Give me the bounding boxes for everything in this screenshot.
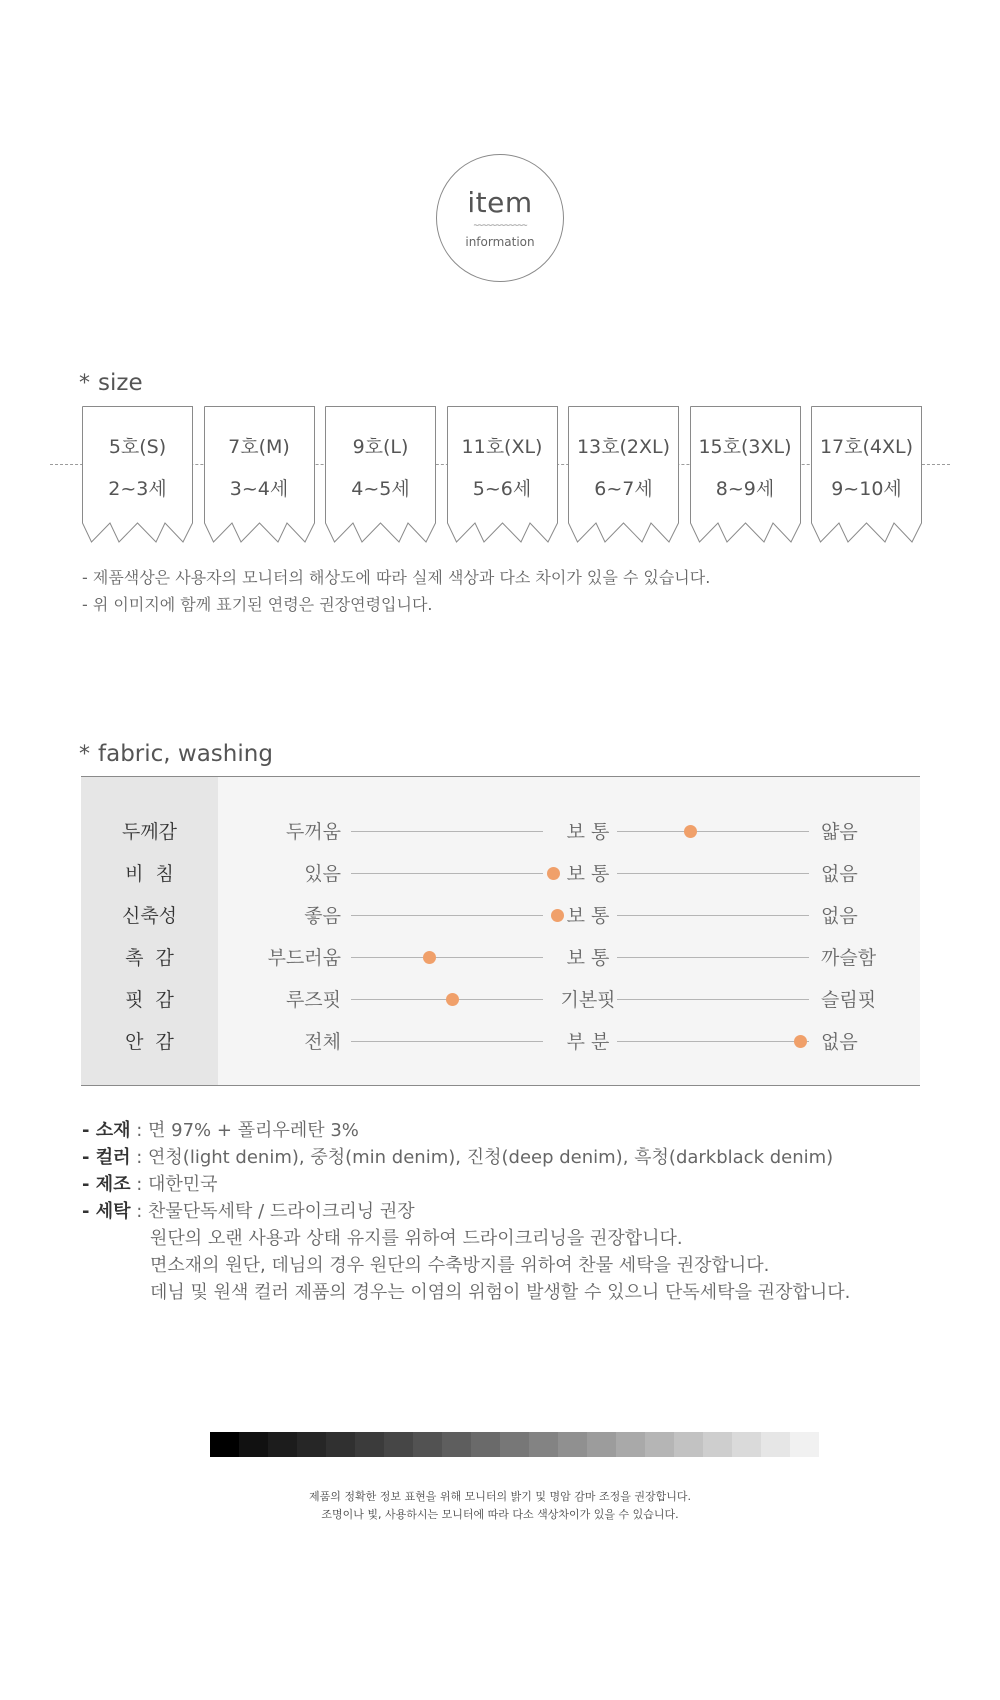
scale-line [351,957,543,958]
size-tag [325,406,436,543]
scale-line [617,915,809,916]
size-heading [79,370,143,396]
tag-size: 9호(L) [352,436,409,458]
fabric-left: 부드러움 [267,947,341,969]
tag-age: 4~5세 [351,478,410,500]
grayscale-swatch [790,1432,819,1457]
tag-size: 13호(2XL) [576,436,671,458]
size-heading-text: size [98,370,143,396]
footer-line: 제품의 정확한 정보 표현을 위해 모니터의 밝기 및 명암 감마 조정을 권장합니다. [309,1490,691,1503]
note-line: - 제품색상은 사용자의 모니터의 해상도에 따라 실제 색상과 다소 차이가 있을 수 있습니다. [82,568,711,587]
grayscale-swatch [587,1432,616,1457]
tag-size: 7호(M) [228,436,290,458]
tag-age: 8~9세 [715,478,775,500]
fabric-mid: 보 통 [566,947,610,969]
wash-line [82,1198,850,1225]
fabric-row [81,855,920,885]
scale-line [351,1041,543,1042]
fabric-mid: 보 통 [566,863,610,885]
size-notes [82,564,710,618]
tag-age: 6~7세 [594,478,653,500]
fabric-heading [79,741,273,767]
grayscale-swatch [703,1432,732,1457]
size-tag [82,406,193,543]
tag-size: 17호(4XL) [819,436,914,458]
level-dot [547,867,560,880]
scale-line [351,915,543,916]
grayscale-swatch [297,1432,326,1457]
level-dot [423,951,436,964]
fabric-right: 없음 [821,863,858,885]
material-value: : 면 97% + 폴리우레탄 3% [130,1120,359,1141]
tag-age: 3~4세 [229,478,289,500]
material-line [82,1117,850,1144]
fabric-label: 비 침 [125,863,174,885]
footer-notice [0,1488,1000,1524]
fabric-mid: 기본핏 [560,989,616,1011]
badge-wave: ~~~~~~~~~~~~ [473,221,527,231]
tag-size: 11호(XL) [461,436,543,458]
grayscale-swatch [616,1432,645,1457]
scale-line [351,831,543,832]
size-tag [811,406,922,543]
grayscale-swatch [645,1432,674,1457]
scale-line [351,873,543,874]
grayscale-swatch [471,1432,500,1457]
fabric-left: 전체 [304,1031,341,1053]
tag-size: 15호(3XL) [698,436,792,458]
fabric-label: 안 감 [125,1031,174,1053]
fabric-label: 두께감 [121,821,178,843]
grayscale-swatch [500,1432,529,1457]
level-dot [794,1035,807,1048]
fabric-right: 없음 [821,1031,858,1053]
made-value: : 대한민국 [130,1174,218,1195]
grayscale-swatch [384,1432,413,1457]
grayscale-swatch [355,1432,384,1457]
wash-value: : 찬물단독세탁 / 드라이크리닝 권장 [130,1201,415,1222]
fabric-left: 루즈핏 [285,989,341,1011]
fabric-row [81,939,920,969]
grayscale-swatch [326,1432,355,1457]
tag-size: 5호(S) [108,436,167,458]
fabric-table [81,776,920,1086]
badge-title: item [467,186,533,219]
color-label: - 컬러 [82,1147,131,1168]
grayscale-swatch [732,1432,761,1457]
scale-line [617,831,809,832]
product-details [82,1117,850,1306]
grayscale-swatch [442,1432,471,1457]
wash-note: 원단의 오랜 사용과 상태 유지를 위하여 드라이크리닝을 권장합니다. [150,1228,683,1249]
level-dot [551,909,564,922]
scale-line [617,1041,809,1042]
wash-note: 데님 및 원색 컬러 제품의 경우는 이염의 위험이 발생할 수 있으니 단독세탁을 권장합니다. [150,1282,851,1303]
footer-line: 조명이나 빛, 사용하시는 모니터에 따라 다소 색상차이가 있을 수 있습니다. [321,1508,679,1521]
fabric-right: 없음 [821,905,858,927]
grayscale-swatch [529,1432,558,1457]
badge-subtitle: information [465,235,535,249]
fabric-right: 까슬함 [821,947,877,969]
item-information-badge [436,154,564,282]
scale-line [617,999,809,1000]
grayscale-swatch [413,1432,442,1457]
fabric-row [81,897,920,927]
color-value: : 연청(light denim), 중청(min denim), 진청(deep denim), 흑청(darkblack denim) [130,1147,834,1168]
grayscale-swatch [210,1432,239,1457]
made-label: - 제조 [82,1174,131,1195]
grayscale-swatch [239,1432,268,1457]
fabric-right: 얇음 [821,821,858,843]
fabric-heading-text: fabric, washing [98,741,273,767]
grayscale-swatch [761,1432,790,1457]
made-line [82,1171,850,1198]
fabric-row [81,813,920,843]
tag-age: 2~3세 [108,478,167,500]
color-line [82,1144,850,1171]
wash-label: - 세탁 [82,1201,131,1222]
note-line: - 위 이미지에 함께 표기된 연령은 권장연령입니다. [82,595,433,614]
level-dot [446,993,459,1006]
fabric-left: 있음 [304,863,341,885]
fabric-row [81,1023,920,1053]
wash-note: 면소재의 원단, 데님의 경우 원단의 수축방지를 위하여 찬물 세탁을 권장합니다. [150,1255,770,1276]
fabric-right: 슬림핏 [821,989,877,1011]
size-tag [568,406,679,543]
size-tag [447,406,558,543]
heading-star: * [79,742,90,767]
fabric-left: 두꺼움 [285,821,341,843]
fabric-label: 신축성 [121,905,178,927]
fabric-mid: 보 통 [566,821,610,843]
tag-age: 5~6세 [472,478,532,500]
grayscale-bar [210,1432,819,1457]
size-tag [204,406,315,543]
fabric-label: 핏 감 [125,989,174,1011]
grayscale-swatch [674,1432,703,1457]
fabric-label: 촉 감 [125,947,174,969]
level-dot [684,825,697,838]
fabric-row [81,981,920,1011]
scale-line [617,957,809,958]
size-tag [690,406,801,543]
grayscale-swatch [268,1432,297,1457]
fabric-mid: 보 통 [566,905,610,927]
grayscale-swatch [558,1432,587,1457]
fabric-left: 좋음 [304,905,341,927]
fabric-mid: 부 분 [566,1031,610,1053]
material-label: - 소재 [82,1120,131,1141]
scale-line [617,873,809,874]
heading-star: * [79,371,90,396]
tag-age: 9~10세 [831,478,902,500]
